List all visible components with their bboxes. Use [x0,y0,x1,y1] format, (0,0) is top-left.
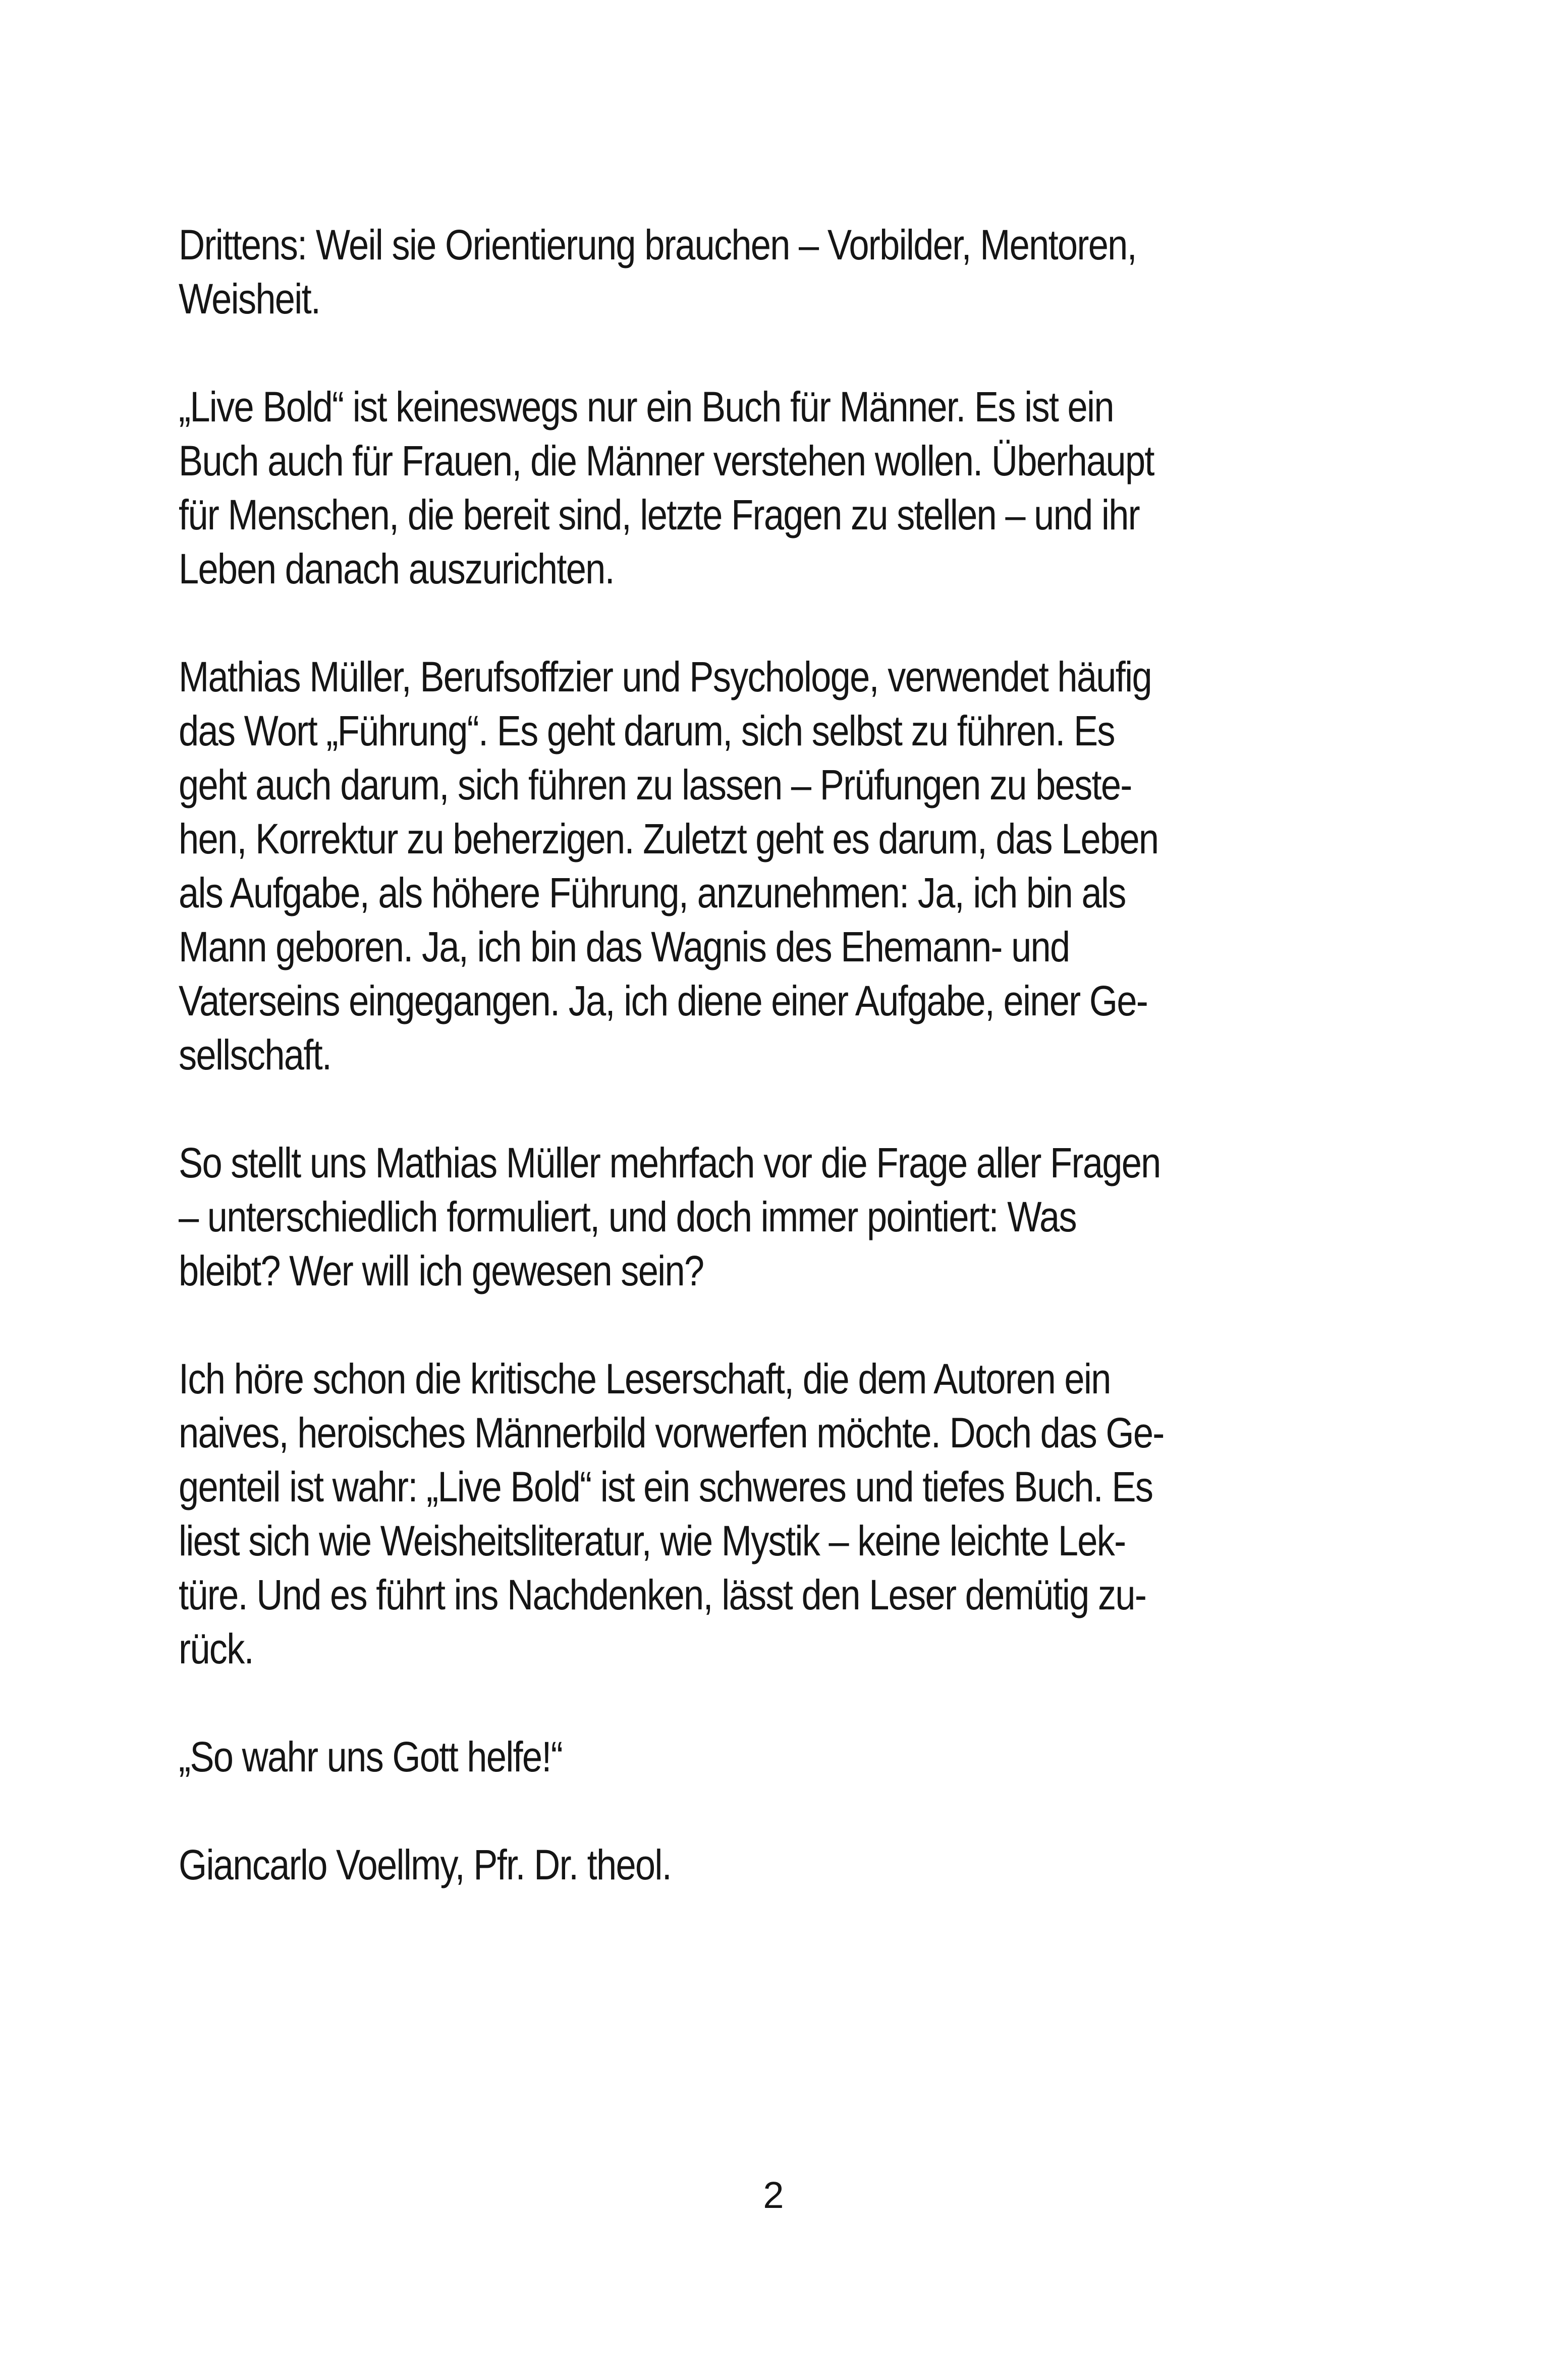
paragraph-gap [179,1298,1390,1352]
text-line: Buch auch für Frauen, die Männer verstehen wollen. Überhaupt [179,437,1154,484]
text-line: liest sich wie Weisheitsliteratur, wie Mystik – keine leichte Lek- [179,1517,1126,1564]
author-signature [179,1838,1389,1892]
text-line: – unterschiedlich formuliert, und doch immer pointiert: Was [179,1193,1076,1240]
paragraph-leserschaft [179,1352,1389,1676]
text-line: für Menschen, die bereit sind, letzte Fragen zu stellen – und ihr [179,491,1140,538]
text-line: „So wahr uns Gott helfe!“ [179,1733,563,1780]
paragraph-gap [179,1676,1390,1730]
text-line: bleibt? Wer will ich gewesen sein? [179,1247,704,1294]
paragraph-live-bold [179,380,1389,596]
text-line: Weisheit. [179,275,320,322]
text-line: geht auch darum, sich führen zu lassen – Prüfungen zu beste- [179,761,1132,808]
paragraph-gap [179,596,1390,650]
paragraph-gap [179,326,1390,380]
text-line: rück. [179,1625,253,1672]
paragraph-orientation [179,218,1389,326]
paragraph-gap [179,1784,1390,1838]
text-line: sellschaft. [179,1031,332,1078]
text-line: hen, Korrektur zu beherzigen. Zuletzt geht es darum, das Leben [179,815,1158,862]
text-line: Ich höre schon die kritische Leserschaft, die dem Autoren ein [179,1355,1111,1402]
text-line: Vaterseins eingegangen. Ja, ich diene einer Aufgabe, einer Ge- [179,977,1148,1024]
text-line: Giancarlo Voellmy, Pfr. Dr. theol. [179,1841,672,1888]
text-line: Drittens: Weil sie Orientierung brauchen – Vorbilder, Mentoren, [179,221,1136,268]
text-line: Mann geboren. Ja, ich bin das Wagnis des Ehemann- und [179,923,1070,970]
text-line: Mathias Müller, Berufsoffzier und Psychologe, verwendet häufig [179,653,1151,700]
text-line: So stellt uns Mathias Müller mehrfach vor die Frage aller Fragen [179,1139,1161,1186]
text-line: türe. Und es führt ins Nachdenken, lässt den Leser demütig zu- [179,1571,1146,1618]
paragraph-quote [179,1730,1389,1784]
text-line: „Live Bold“ ist keineswegs nur ein Buch für Männer. Es ist ein [179,383,1114,430]
text-line: genteil ist wahr: „Live Bold“ ist ein schweres und tiefes Buch. Es [179,1463,1153,1510]
page-number: 2 [763,2174,784,2216]
paragraph-frage-aller-fragen [179,1136,1389,1298]
text-line: als Aufgabe, als höhere Führung, anzunehmen: Ja, ich bin als [179,869,1126,916]
paragraph-gap [179,1082,1390,1136]
text-line: Leben danach auszurichten. [179,545,614,592]
text-line: naives, heroisches Männerbild vorwerfen möchte. Doch das Ge- [179,1409,1164,1456]
paragraph-fuehrung [179,650,1389,1082]
text-line: das Wort „Führung“. Es geht darum, sich selbst zu führen. Es [179,707,1115,754]
body-text [179,218,1390,1892]
